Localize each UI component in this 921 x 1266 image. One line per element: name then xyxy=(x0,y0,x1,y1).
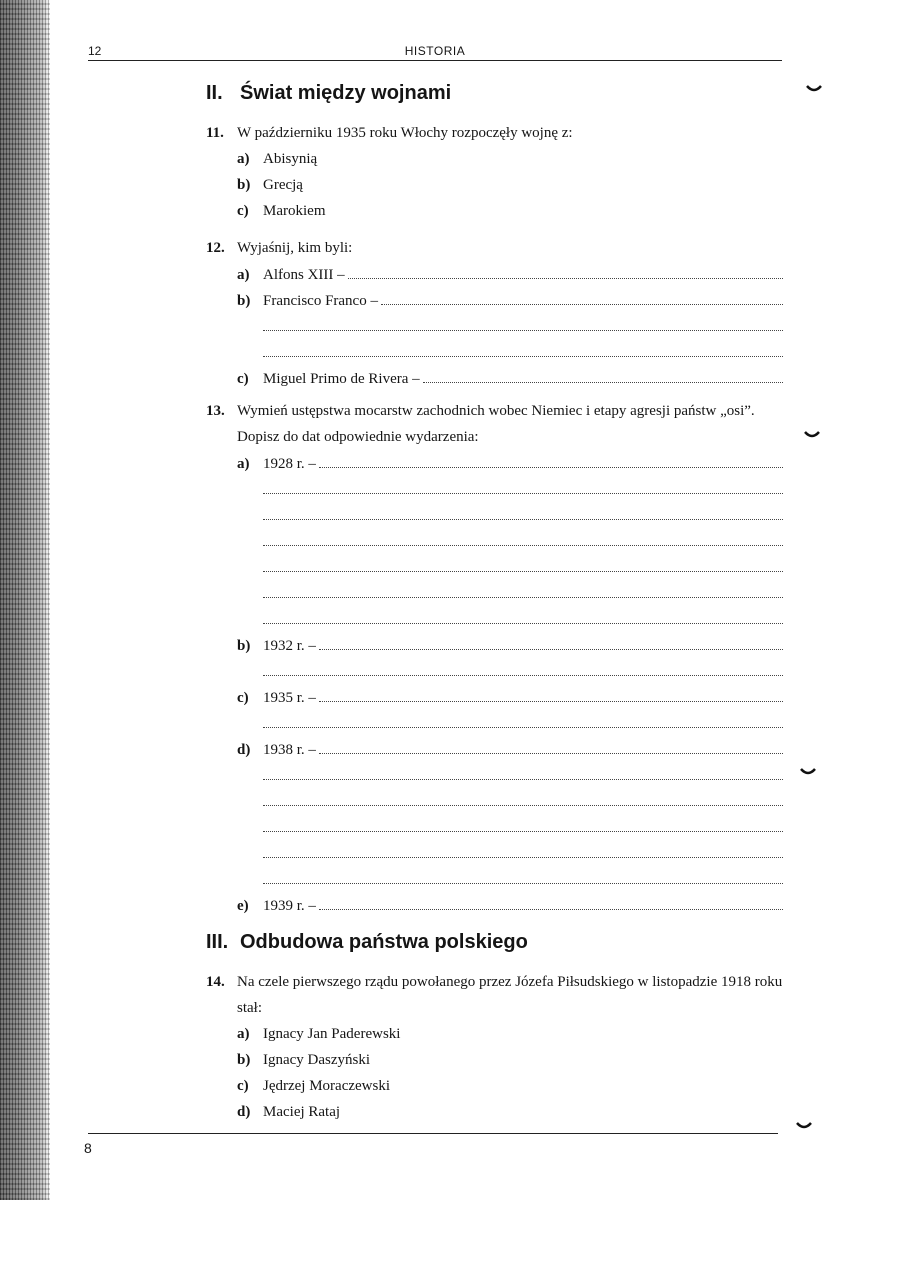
option-text: Abisynią xyxy=(263,151,318,167)
check-mark-icon xyxy=(804,431,820,439)
dotted-answer-line[interactable] xyxy=(263,780,783,806)
item-label: 1935 r. – xyxy=(263,690,316,706)
section-title-iii xyxy=(206,931,528,954)
question-number: 14. xyxy=(206,974,225,990)
option-letter: b) xyxy=(237,177,251,193)
dotted-answer-line[interactable] xyxy=(263,858,783,884)
item-letter: b) xyxy=(237,293,251,309)
running-header xyxy=(88,44,782,61)
item-letter: e) xyxy=(237,898,249,914)
option-letter: d) xyxy=(237,1104,251,1120)
item-letter: b) xyxy=(237,638,251,654)
dotted-answer-line[interactable] xyxy=(263,572,783,598)
item-label: 1928 r. – xyxy=(263,456,316,472)
answer-option[interactable] xyxy=(237,198,786,224)
item-label: 1932 r. – xyxy=(263,638,316,654)
dotted-answer-line[interactable] xyxy=(263,468,783,494)
answer-option[interactable] xyxy=(237,1073,786,1099)
dotted-answer-line[interactable] xyxy=(381,287,783,305)
question-text: Na czele pierwszego rządu powołanego przez Józefa Piłsudskiego w listopadzie 1918 roku stał: xyxy=(237,974,783,1016)
answer-field[interactable] xyxy=(237,261,783,287)
answer-option[interactable] xyxy=(237,172,786,198)
item-label: Alfons XIII – xyxy=(263,267,345,283)
question-text: W październiku 1935 roku Włochy rozpoczęły wojnę z: xyxy=(237,125,573,141)
question-12 xyxy=(206,235,786,391)
answer-option[interactable] xyxy=(237,146,786,172)
dotted-answer-line[interactable] xyxy=(319,684,783,702)
scan-binding-shadow xyxy=(0,0,50,1200)
option-text: Marokiem xyxy=(263,203,326,219)
answer-field[interactable] xyxy=(237,365,783,391)
item-letter: d) xyxy=(237,742,251,758)
check-mark-icon xyxy=(806,85,822,93)
item-letter: c) xyxy=(237,690,249,706)
dotted-answer-line[interactable] xyxy=(348,261,783,279)
dotted-answer-line[interactable] xyxy=(319,892,783,910)
dotted-answer-line[interactable] xyxy=(263,832,783,858)
dotted-answer-line[interactable] xyxy=(263,520,783,546)
dotted-answer-line[interactable] xyxy=(263,650,783,676)
option-text: Maciej Rataj xyxy=(263,1104,341,1120)
footer-page-number: 8 xyxy=(84,1140,92,1156)
item-label: 1938 r. – xyxy=(263,742,316,758)
question-14 xyxy=(206,969,786,1125)
dotted-answer-line[interactable] xyxy=(319,632,783,650)
option-text: Grecją xyxy=(263,177,303,193)
dotted-answer-line[interactable] xyxy=(263,702,783,728)
item-letter: c) xyxy=(237,371,249,387)
dotted-answer-line[interactable] xyxy=(319,736,783,754)
option-letter: b) xyxy=(237,1052,251,1068)
answer-field[interactable] xyxy=(237,892,783,918)
option-letter: a) xyxy=(237,1026,250,1042)
footer-rule xyxy=(88,1133,778,1134)
dotted-answer-line[interactable] xyxy=(263,331,783,357)
answer-option[interactable] xyxy=(237,1021,786,1047)
dotted-answer-line[interactable] xyxy=(263,754,783,780)
option-text: Jędrzej Moraczewski xyxy=(263,1078,391,1094)
question-number: 13. xyxy=(206,403,225,419)
check-mark-icon xyxy=(800,768,816,776)
option-letter: c) xyxy=(237,203,249,219)
item-letter: a) xyxy=(237,456,250,472)
dotted-answer-line[interactable] xyxy=(263,598,783,624)
section-numeral: III. xyxy=(206,931,229,953)
section-title-ii xyxy=(206,82,451,105)
question-text: Wymień ustępstwa mocarstw zachodnich wobec Niemiec i etapy agresji państw „osi”. Dopisz do dat odpowiednie wydarzenia: xyxy=(237,403,755,445)
dotted-answer-line[interactable] xyxy=(423,365,783,383)
option-letter: c) xyxy=(237,1078,249,1094)
header-page-number: 12 xyxy=(88,44,102,58)
item-label: 1939 r. – xyxy=(263,898,316,914)
question-11 xyxy=(206,120,786,224)
dotted-answer-line[interactable] xyxy=(263,806,783,832)
dotted-answer-line[interactable] xyxy=(263,546,783,572)
item-label: Miguel Primo de Rivera – xyxy=(263,371,420,387)
question-13 xyxy=(206,398,786,918)
option-text: Ignacy Daszyński xyxy=(263,1052,371,1068)
dotted-answer-line[interactable] xyxy=(319,450,783,468)
answer-option[interactable] xyxy=(237,1099,786,1125)
question-number: 11. xyxy=(206,125,224,141)
item-label: Francisco Franco – xyxy=(263,293,378,309)
question-number: 12. xyxy=(206,240,225,256)
option-text: Ignacy Jan Paderewski xyxy=(263,1026,401,1042)
item-letter: a) xyxy=(237,267,250,283)
answer-option[interactable] xyxy=(237,1047,786,1073)
section-title-text: Świat między wojnami xyxy=(240,82,452,104)
option-letter: a) xyxy=(237,151,250,167)
dotted-answer-line[interactable] xyxy=(263,494,783,520)
question-text: Wyjaśnij, kim byli: xyxy=(237,240,353,256)
section-numeral: II. xyxy=(206,82,223,104)
section-title-text: Odbudowa państwa polskiego xyxy=(240,931,528,953)
check-mark-icon xyxy=(796,1122,812,1130)
running-title: HISTORIA xyxy=(404,44,466,58)
dotted-answer-line[interactable] xyxy=(263,305,783,331)
